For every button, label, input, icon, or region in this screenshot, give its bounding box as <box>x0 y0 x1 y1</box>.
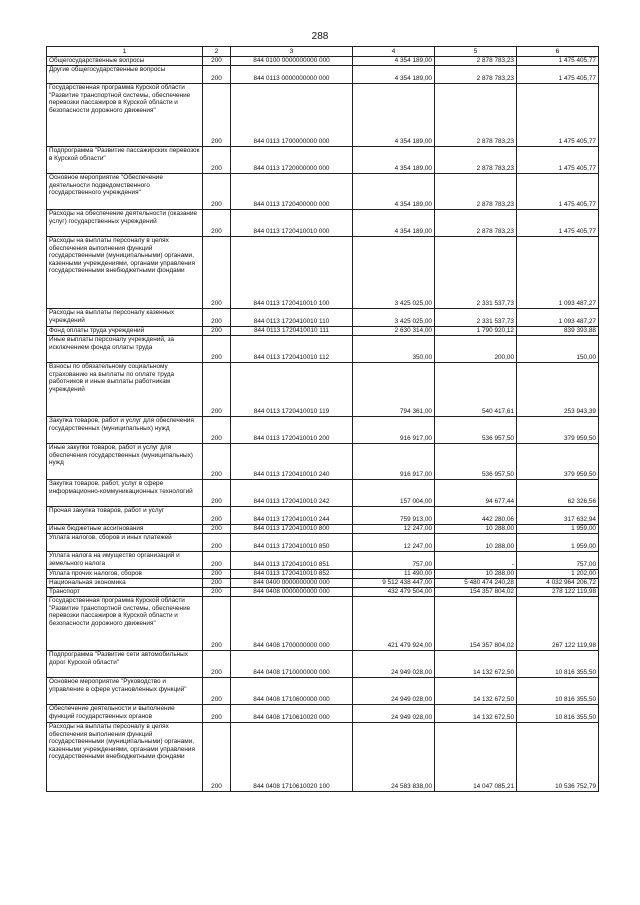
row-name-cell: Обеспечение деятельности и выполнение функций государственных органов <box>47 705 203 723</box>
row-code-cell: 200 <box>203 147 231 174</box>
table-body <box>47 57 599 792</box>
row-executed-amount-cell: 10 288,00 <box>435 570 517 579</box>
column-header-5: 5 <box>435 47 517 57</box>
row-classification-code-cell: 844 0113 1720410010 112 <box>231 336 353 363</box>
table-row <box>47 507 599 525</box>
row-classification-code-cell: 844 0113 1720400000 000 <box>231 174 353 210</box>
row-unexecuted-amount-cell: 1 475 405,77 <box>517 84 599 147</box>
row-unexecuted-amount-cell: 1 475 405,77 <box>517 174 599 210</box>
table-row <box>47 327 599 336</box>
row-unexecuted-amount-cell: 379 959,50 <box>517 444 599 480</box>
row-unexecuted-amount-cell: 150,00 <box>517 336 599 363</box>
row-code-cell: 200 <box>203 363 231 417</box>
row-approved-amount-cell: 24 949 028,00 <box>353 705 435 723</box>
row-executed-amount-cell: 5 480 474 240,28 <box>435 579 517 588</box>
table-row <box>47 363 599 417</box>
table-row <box>47 444 599 480</box>
row-classification-code-cell: 844 0113 1720410010 240 <box>231 444 353 480</box>
row-code-cell: 200 <box>203 84 231 147</box>
table-row <box>47 597 599 651</box>
row-executed-amount-cell: 536 957,50 <box>435 417 517 444</box>
row-code-cell: 200 <box>203 210 231 237</box>
row-executed-amount-cell: 540 417,61 <box>435 363 517 417</box>
row-approved-amount-cell: 9 512 438 447,00 <box>353 579 435 588</box>
row-unexecuted-amount-cell: 10 536 752,79 <box>517 723 599 792</box>
row-classification-code-cell: 844 0408 1710600000 000 <box>231 678 353 705</box>
row-code-cell: 200 <box>203 552 231 570</box>
row-approved-amount-cell: 2 630 314,00 <box>353 327 435 336</box>
row-unexecuted-amount-cell: 839 393,88 <box>517 327 599 336</box>
row-classification-code-cell: 844 0100 0000000000 000 <box>231 57 353 66</box>
row-approved-amount-cell: 757,00 <box>353 552 435 570</box>
row-executed-amount-cell: 2 878 783,23 <box>435 210 517 237</box>
row-name-cell: Прочая закупка товаров, работ и услуг <box>47 507 203 525</box>
row-name-cell: Расходы на выплаты персоналу в целях обеспечения выполнения функций государственными (муниципальными) органами, казенными учреждениями, органами управления государственными внебюджетными фондами <box>47 723 203 792</box>
row-name-cell: Фонд оплаты труда учреждений <box>47 327 203 336</box>
row-code-cell: 200 <box>203 588 231 597</box>
row-classification-code-cell: 844 0113 1720410010 800 <box>231 525 353 534</box>
row-classification-code-cell: 844 0113 1720000000 000 <box>231 147 353 174</box>
row-approved-amount-cell: 4 354 189,00 <box>353 210 435 237</box>
row-executed-amount-cell: 10 288,00 <box>435 534 517 552</box>
row-unexecuted-amount-cell: 267 122 119,98 <box>517 597 599 651</box>
row-unexecuted-amount-cell: 379 959,50 <box>517 417 599 444</box>
row-approved-amount-cell: 11 490,00 <box>353 570 435 579</box>
row-classification-code-cell: 844 0408 1710000000 000 <box>231 651 353 678</box>
row-classification-code-cell: 844 0113 1720410010 244 <box>231 507 353 525</box>
row-approved-amount-cell: 759 913,00 <box>353 507 435 525</box>
table-row <box>47 210 599 237</box>
row-name-cell: Основное мероприятие "Руководство и управление в сфере установленных функций" <box>47 678 203 705</box>
row-approved-amount-cell: 24 949 028,00 <box>353 678 435 705</box>
row-code-cell: 200 <box>203 327 231 336</box>
row-classification-code-cell: 844 0113 1720410010 119 <box>231 363 353 417</box>
row-code-cell: 200 <box>203 444 231 480</box>
row-code-cell: 200 <box>203 651 231 678</box>
row-unexecuted-amount-cell: 253 943,39 <box>517 363 599 417</box>
row-approved-amount-cell: 432 479 504,00 <box>353 588 435 597</box>
row-name-cell: Подпрограмма "Развитие сети автомобильных дорог Курской области" <box>47 651 203 678</box>
row-name-cell: Общегосударственные вопросы <box>47 57 203 66</box>
budget-execution-table <box>46 46 599 792</box>
column-header-3: 3 <box>231 47 353 57</box>
row-name-cell: Уплата прочих налогов, сборов <box>47 570 203 579</box>
row-unexecuted-amount-cell: 1 475 405,77 <box>517 147 599 174</box>
table-header-row <box>47 47 599 57</box>
row-classification-code-cell: 844 0113 1720410010 000 <box>231 210 353 237</box>
row-code-cell: 200 <box>203 570 231 579</box>
row-name-cell: Взносы по обязательному социальному страхованию на выплаты по оплате труда работников и иные выплаты работникам учреждений <box>47 363 203 417</box>
row-approved-amount-cell: 916 917,00 <box>353 417 435 444</box>
table-row <box>47 723 599 792</box>
row-approved-amount-cell: 24 583 838,00 <box>353 723 435 792</box>
row-executed-amount-cell: 2 878 783,23 <box>435 174 517 210</box>
table-row <box>47 579 599 588</box>
row-classification-code-cell: 844 0400 0000000000 000 <box>231 579 353 588</box>
row-name-cell: Транспорт <box>47 588 203 597</box>
row-unexecuted-amount-cell: 317 632,94 <box>517 507 599 525</box>
row-unexecuted-amount-cell: 10 816 355,50 <box>517 651 599 678</box>
table-row <box>47 552 599 570</box>
row-name-cell: Государственная программа Курской области "Развитие транспортной системы, обеспечение перевозки пассажиров в Курской области и безопасности дорожного движения" <box>47 84 203 147</box>
row-approved-amount-cell: 350,00 <box>353 336 435 363</box>
row-approved-amount-cell: 4 354 189,00 <box>353 174 435 210</box>
row-approved-amount-cell: 157 004,00 <box>353 480 435 507</box>
row-unexecuted-amount-cell: 10 816 355,50 <box>517 705 599 723</box>
row-unexecuted-amount-cell: 1 093 487,27 <box>517 309 599 327</box>
row-executed-amount-cell: 1 790 920,12 <box>435 327 517 336</box>
row-code-cell: 200 <box>203 417 231 444</box>
row-code-cell: 200 <box>203 534 231 552</box>
table-row <box>47 237 599 309</box>
row-executed-amount-cell: 2 878 783,23 <box>435 84 517 147</box>
row-executed-amount-cell: 2 878 783,23 <box>435 147 517 174</box>
row-executed-amount-cell: 442 280,06 <box>435 507 517 525</box>
page-number: 288 <box>311 31 329 42</box>
table-row <box>47 651 599 678</box>
row-code-cell: 200 <box>203 336 231 363</box>
row-name-cell: Расходы на выплаты персоналу в целях обеспечения выполнения функций государственными (муниципальными) органами, казенными учреждениями, органами управления государственными внебюджетными фондами <box>47 237 203 309</box>
row-executed-amount-cell: 154 357 804,02 <box>435 597 517 651</box>
row-name-cell: Государственная программа Курской области "Развитие транспортной системы, обеспечение перевозки пассажиров в Курской области и безопасности дорожного движения" <box>47 597 203 651</box>
row-approved-amount-cell: 12 247,00 <box>353 534 435 552</box>
row-name-cell: Уплата налога на имущество организаций и земельного налога <box>47 552 203 570</box>
table-row <box>47 57 599 66</box>
row-name-cell: Иные бюджетные ассигнования <box>47 525 203 534</box>
table-row <box>47 84 599 147</box>
row-name-cell: Закупка товаров, работ, услуг в сфере информационно-коммуникационных технологий <box>47 480 203 507</box>
row-classification-code-cell: 844 0113 1720410010 200 <box>231 417 353 444</box>
row-classification-code-cell: 844 0113 1720410010 111 <box>231 327 353 336</box>
row-name-cell: Закупка товаров, работ и услуг для обеспечения государственных (муниципальных) нужд <box>47 417 203 444</box>
row-executed-amount-cell: 2 878 783,23 <box>435 66 517 84</box>
row-unexecuted-amount-cell: 1 093 487,27 <box>517 237 599 309</box>
table-row <box>47 417 599 444</box>
table-row <box>47 570 599 579</box>
row-code-cell: 200 <box>203 66 231 84</box>
row-approved-amount-cell: 794 361,00 <box>353 363 435 417</box>
table-row <box>47 480 599 507</box>
table-row <box>47 705 599 723</box>
row-name-cell: Расходы на выплаты персоналу казенных учреждений <box>47 309 203 327</box>
row-code-cell: 200 <box>203 309 231 327</box>
row-classification-code-cell: 844 0113 1700000000 000 <box>231 84 353 147</box>
table-row <box>47 66 599 84</box>
row-name-cell: Расходы на обеспечение деятельности (оказание услуг) государственных учреждений <box>47 210 203 237</box>
row-executed-amount-cell: 200,00 <box>435 336 517 363</box>
row-approved-amount-cell: 12 247,00 <box>353 525 435 534</box>
row-code-cell: 200 <box>203 237 231 309</box>
row-name-cell: Уплата налогов, сборов и иных платежей <box>47 534 203 552</box>
row-classification-code-cell: 844 0408 1700000000 000 <box>231 597 353 651</box>
row-unexecuted-amount-cell: 1 475 405,77 <box>517 210 599 237</box>
row-code-cell: 200 <box>203 57 231 66</box>
row-code-cell: 200 <box>203 579 231 588</box>
row-classification-code-cell: 844 0408 1710610020 000 <box>231 705 353 723</box>
row-approved-amount-cell: 421 479 924,00 <box>353 597 435 651</box>
row-executed-amount-cell: 154 357 804,02 <box>435 588 517 597</box>
row-code-cell: 200 <box>203 525 231 534</box>
row-name-cell: Национальная экономика <box>47 579 203 588</box>
row-approved-amount-cell: 4 354 189,00 <box>353 57 435 66</box>
row-code-cell: 200 <box>203 480 231 507</box>
row-code-cell: 200 <box>203 174 231 210</box>
row-code-cell: 200 <box>203 597 231 651</box>
row-unexecuted-amount-cell: 278 122 119,98 <box>517 588 599 597</box>
table-row <box>47 534 599 552</box>
row-approved-amount-cell: 3 425 025,00 <box>353 237 435 309</box>
row-executed-amount-cell: - <box>435 552 517 570</box>
row-classification-code-cell: 844 0113 1720410010 850 <box>231 534 353 552</box>
column-header-1: 1 <box>47 47 203 57</box>
row-approved-amount-cell: 4 354 189,00 <box>353 147 435 174</box>
row-code-cell: 200 <box>203 678 231 705</box>
column-header-6: 6 <box>517 47 599 57</box>
row-unexecuted-amount-cell: 757,00 <box>517 552 599 570</box>
table-row <box>47 588 599 597</box>
row-classification-code-cell: 844 0113 1720410010 242 <box>231 480 353 507</box>
row-unexecuted-amount-cell: 1 475 405,77 <box>517 66 599 84</box>
row-classification-code-cell: 844 0113 1720410010 100 <box>231 237 353 309</box>
row-unexecuted-amount-cell: 1 959,00 <box>517 534 599 552</box>
row-approved-amount-cell: 4 354 189,00 <box>353 66 435 84</box>
table-row <box>47 525 599 534</box>
row-executed-amount-cell: 14 132 672,50 <box>435 651 517 678</box>
row-unexecuted-amount-cell: 4 032 964 206,72 <box>517 579 599 588</box>
row-executed-amount-cell: 14 132 672,50 <box>435 705 517 723</box>
row-classification-code-cell: 844 0113 1720410010 851 <box>231 552 353 570</box>
table-row <box>47 147 599 174</box>
row-code-cell: 200 <box>203 705 231 723</box>
row-approved-amount-cell: 3 425 025,00 <box>353 309 435 327</box>
row-executed-amount-cell: 10 288,00 <box>435 525 517 534</box>
row-executed-amount-cell: 94 677,44 <box>435 480 517 507</box>
row-name-cell: Иные выплаты персоналу учреждений, за исключением фонда оплаты труда <box>47 336 203 363</box>
row-classification-code-cell: 844 0113 1720410010 110 <box>231 309 353 327</box>
row-approved-amount-cell: 916 917,00 <box>353 444 435 480</box>
row-executed-amount-cell: 536 957,50 <box>435 444 517 480</box>
row-unexecuted-amount-cell: 1 959,00 <box>517 525 599 534</box>
row-name-cell: Другие общегосударственные вопросы <box>47 66 203 84</box>
row-name-cell: Подпрограмма "Развитие пассажирских перевозок в Курской области" <box>47 147 203 174</box>
row-unexecuted-amount-cell: 1 475 405,77 <box>517 57 599 66</box>
row-approved-amount-cell: 4 354 189,00 <box>353 84 435 147</box>
row-unexecuted-amount-cell: 1 202,00 <box>517 570 599 579</box>
row-classification-code-cell: 844 0113 0000000000 000 <box>231 66 353 84</box>
table-row <box>47 309 599 327</box>
row-unexecuted-amount-cell: 62 326,56 <box>517 480 599 507</box>
table-row <box>47 336 599 363</box>
table-row <box>47 678 599 705</box>
row-executed-amount-cell: 2 331 537,73 <box>435 237 517 309</box>
table-row <box>47 174 599 210</box>
row-unexecuted-amount-cell: 10 816 355,50 <box>517 678 599 705</box>
row-name-cell: Иные закупки товаров, работ и услуг для обеспечения государственных (муниципальных) нужд <box>47 444 203 480</box>
row-classification-code-cell: 844 0408 0000000000 000 <box>231 588 353 597</box>
row-code-cell: 200 <box>203 507 231 525</box>
column-header-2: 2 <box>203 47 231 57</box>
column-header-4: 4 <box>353 47 435 57</box>
row-executed-amount-cell: 2 331 537,73 <box>435 309 517 327</box>
row-executed-amount-cell: 14 132 672,50 <box>435 678 517 705</box>
row-classification-code-cell: 844 0408 1710610020 100 <box>231 723 353 792</box>
row-executed-amount-cell: 14 047 085,21 <box>435 723 517 792</box>
row-approved-amount-cell: 24 949 028,00 <box>353 651 435 678</box>
row-name-cell: Основное мероприятие "Обеспечение деятельности подведомственного государственного учреждения" <box>47 174 203 210</box>
row-classification-code-cell: 844 0113 1720410010 852 <box>231 570 353 579</box>
row-executed-amount-cell: 2 878 783,23 <box>435 57 517 66</box>
row-code-cell: 200 <box>203 723 231 792</box>
